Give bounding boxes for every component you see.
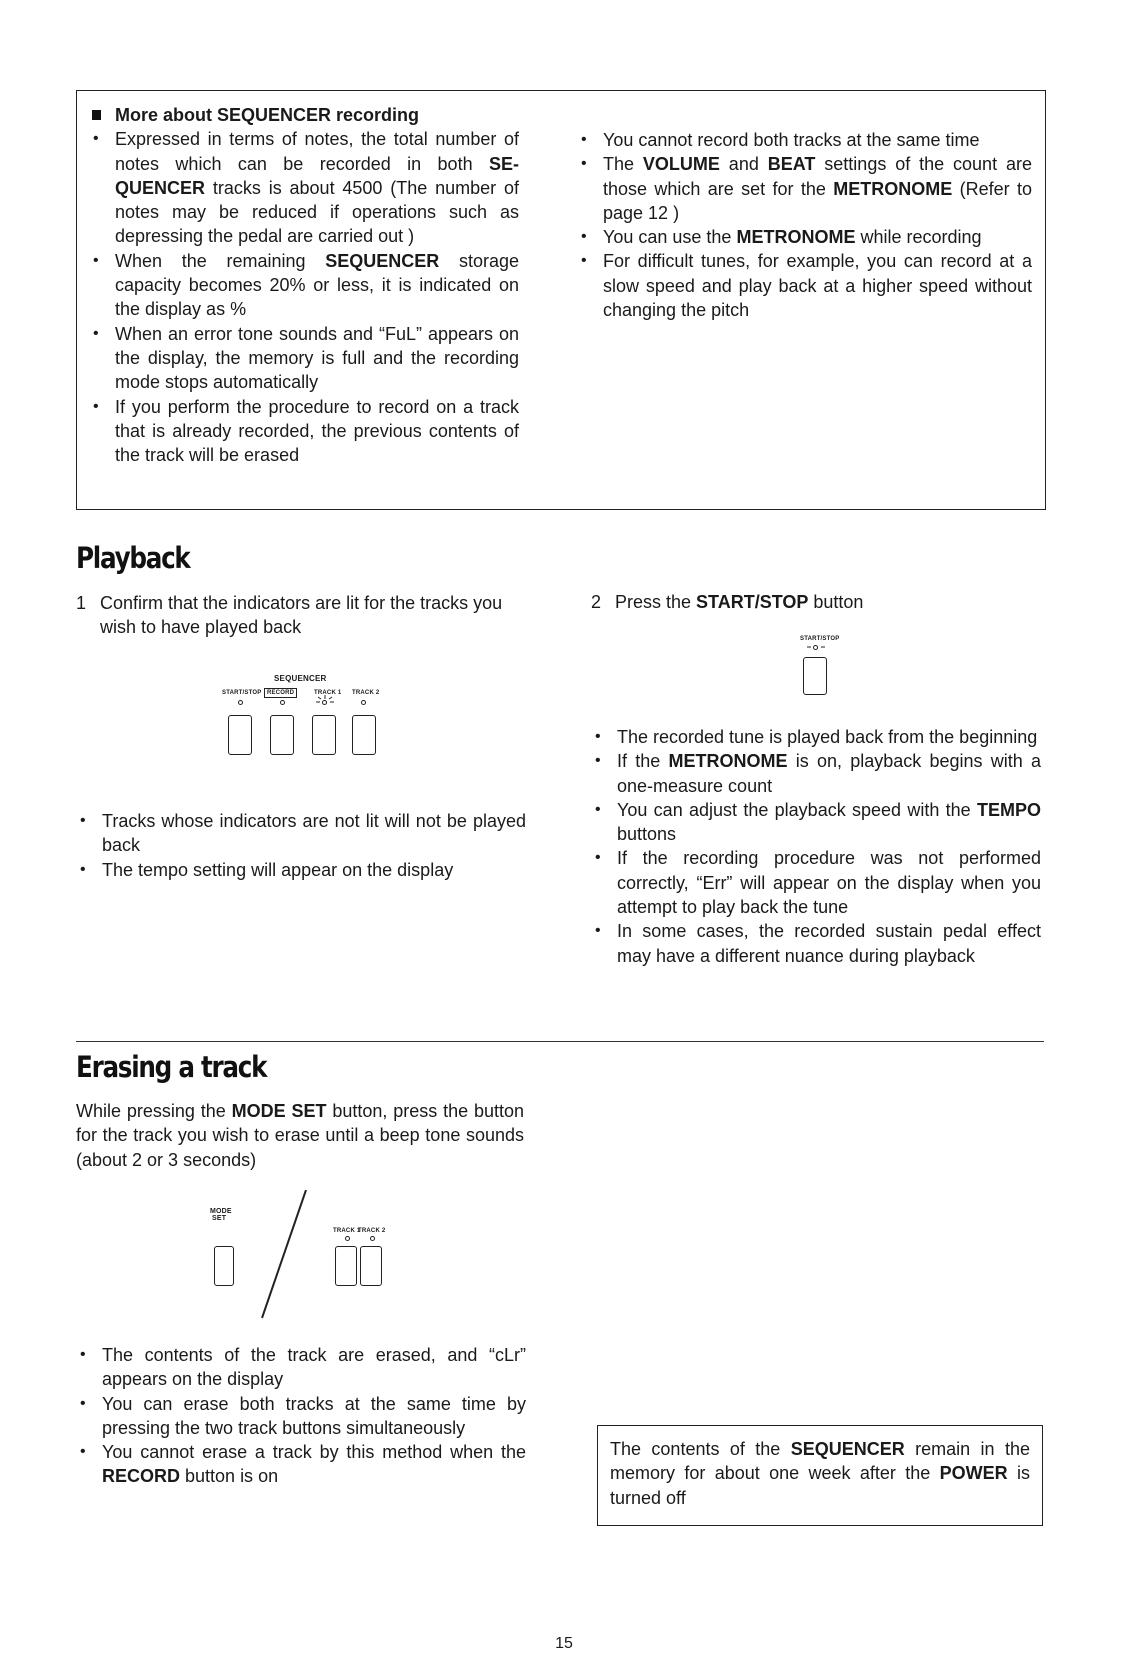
record-button[interactable] [270, 715, 294, 755]
light-rays-icon [805, 641, 827, 653]
erasing-notes [76, 1343, 526, 1489]
track-2-indicator-icon [361, 700, 366, 705]
playback-left-notes [76, 809, 526, 882]
track-2-label: TRACK 2 [358, 1228, 386, 1234]
list-item: • When the remaining SEQUENCER storage capacity becomes 20% or less, it is indicated on the display as % [89, 249, 519, 322]
mode-set-diagram [208, 1190, 418, 1320]
playback-left-list [76, 809, 526, 882]
track-1-label: TRACK 1 [333, 1228, 361, 1234]
recording-notes-left-column [89, 103, 519, 467]
list-item: • You can adjust the playback speed with the TEMPO buttons [591, 798, 1041, 847]
recording-notes-box [76, 90, 1046, 510]
playback-right-notes [591, 725, 1041, 968]
step-text: Confirm that the indicators are lit for the tracks you wish to have played back [100, 593, 503, 638]
recording-notes-left-list [89, 127, 519, 467]
erasing-heading: Erasing a track [76, 1050, 267, 1084]
track-1-button[interactable] [312, 715, 336, 755]
list-item: • Tracks whose indicators are not lit will not be played back [76, 809, 526, 858]
list-item: • You cannot record both tracks at the same time [577, 128, 1032, 152]
page-number: 15 [555, 1635, 573, 1652]
playback-heading: Playback [76, 541, 190, 575]
list-item: • You can use the METRONOME while recording [577, 225, 1032, 249]
list-item: • The VOLUME and BEAT settings of the count are those which are set for the METRONOME (Refer to page 12 ) [577, 152, 1032, 225]
recording-notes-heading-text: More about SEQUENCER recording [115, 105, 420, 125]
start-stop-indicator-icon [238, 700, 243, 705]
record-indicator-icon [280, 700, 285, 705]
section-divider [76, 1041, 1044, 1042]
list-item: • You cannot erase a track by this method when the RECORD button is on [76, 1440, 526, 1489]
list-item: • For difficult tunes, for example, you can record at a slow speed and play back at a higher speed without changing the pitch [577, 249, 1032, 322]
sequencer-group-label: SEQUENCER [274, 674, 327, 683]
erasing-intro: While pressing the MODE SET button, press the button for the track you wish to erase until a beep tone sounds (about 2 or 3 seconds) [76, 1101, 524, 1170]
start-stop-button[interactable] [803, 657, 827, 695]
start-stop-label: START/STOP [222, 690, 262, 696]
list-item: • In some cases, the recorded sustain pedal effect may have a different nuance during playback [591, 919, 1041, 968]
track-2-indicator-icon [370, 1236, 375, 1241]
mode-label: MODE [210, 1208, 232, 1215]
step-text: Press the START/STOP button [615, 592, 864, 612]
playback-right-list [591, 725, 1041, 968]
memory-note-box: The contents of the SEQUENCER remain in the memory for about one week after the POWER is turned off [597, 1425, 1043, 1526]
track-1-button[interactable] [335, 1246, 357, 1286]
list-item: • If the recording procedure was not performed correctly, “Err” will appear on the display when you attempt to play back the tune [591, 846, 1041, 919]
record-label: RECORD [264, 688, 297, 698]
start-stop-label: START/STOP [800, 636, 840, 642]
track-2-button[interactable] [352, 715, 376, 755]
list-item: • Expressed in terms of notes, the total number of notes which can be recorded in both SE-QUENCER tracks is about 4500 (The number of notes may be reduced if operations such as depressing the pedal are carried out ) [89, 127, 519, 248]
track-2-button[interactable] [360, 1246, 382, 1286]
recording-notes-right-list [577, 128, 1032, 322]
set-label: SET [212, 1215, 227, 1222]
list-item: • If you perform the procedure to record on a track that is already recorded, the previous contents of the track will be erased [89, 395, 519, 468]
recording-notes-right-column [577, 128, 1032, 322]
recording-notes-heading [89, 103, 519, 127]
slash-divider [248, 1190, 308, 1320]
list-item: • When an error tone sounds and “FuL” appears on the display, the memory is full and the recording mode stops automatically [89, 322, 519, 395]
step-number: 1 [76, 593, 87, 613]
list-item: • The contents of the track are erased, and “cLr” appears on the display [76, 1343, 526, 1392]
erasing-list [76, 1343, 526, 1489]
step-number: 2 [591, 592, 602, 612]
playback-step-1 [76, 591, 526, 640]
track-1-label: TRACK 1 [314, 690, 342, 696]
sequencer-diagram [222, 675, 392, 765]
square-bullet-icon [92, 110, 101, 120]
track-2-label: TRACK 2 [352, 690, 380, 696]
light-rays-icon [314, 695, 336, 709]
start-stop-button[interactable] [228, 715, 252, 755]
mode-set-button[interactable] [214, 1246, 234, 1286]
playback-step-2 [591, 590, 1041, 614]
list-item: • If the METRONOME is on, playback begins with a one-measure count [591, 749, 1041, 798]
list-item: • The tempo setting will appear on the display [76, 858, 526, 882]
start-stop-diagram [800, 635, 840, 697]
list-item: • The recorded tune is played back from the beginning [591, 725, 1041, 749]
list-item: • You can erase both tracks at the same time by pressing the two track buttons simultaneously [76, 1392, 526, 1441]
track-1-indicator-icon [345, 1236, 350, 1241]
